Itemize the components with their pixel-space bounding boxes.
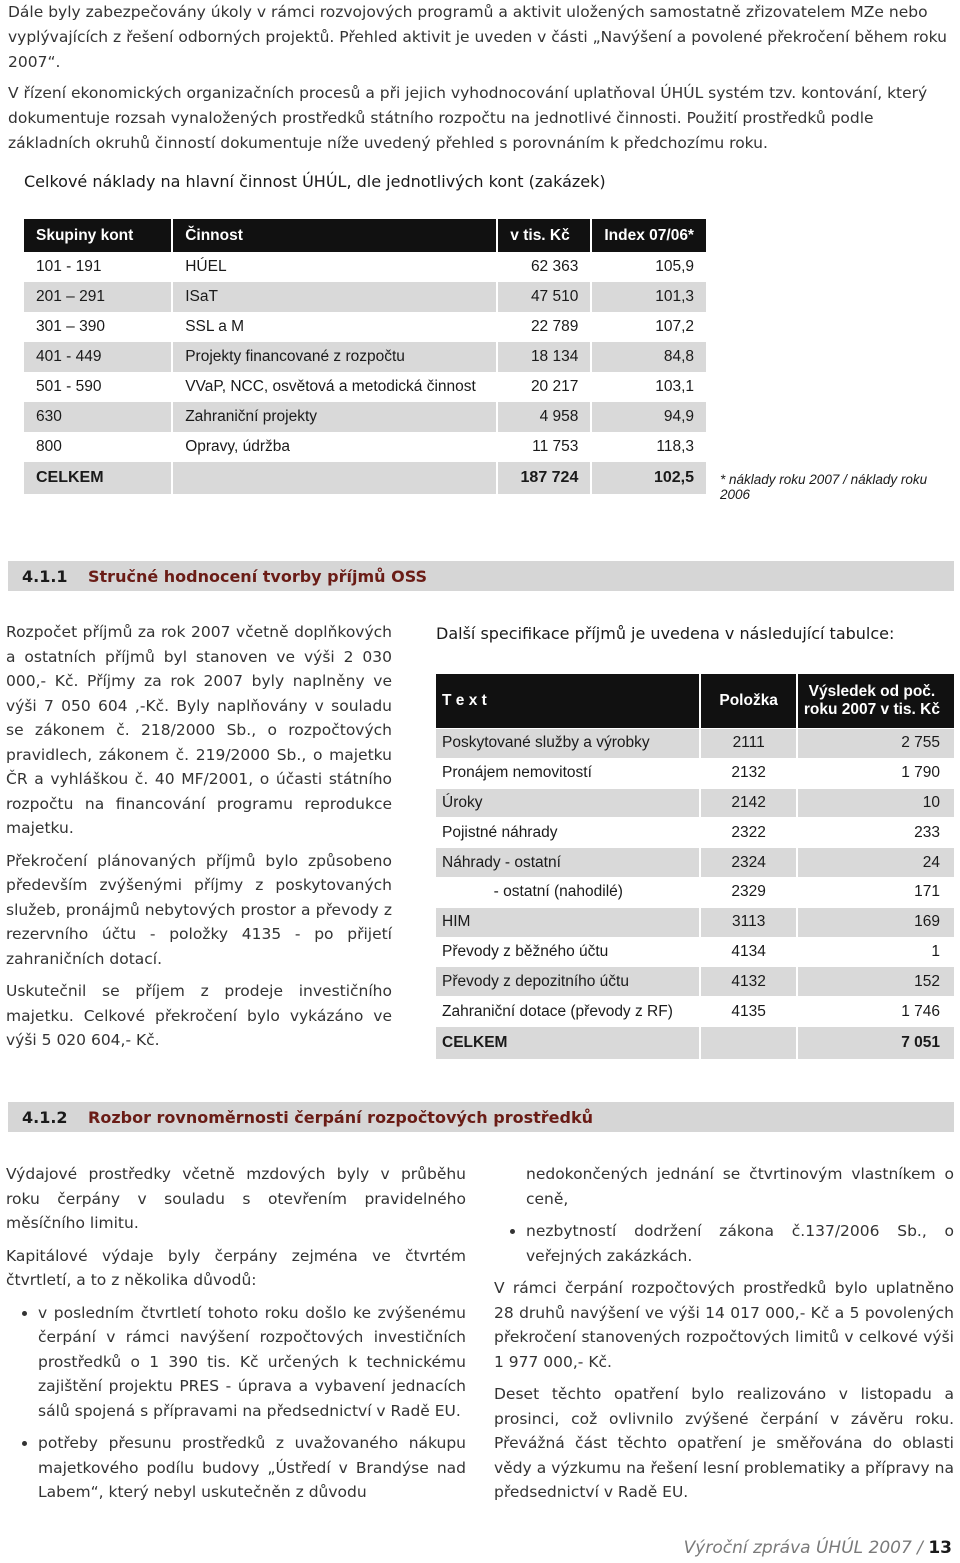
cell-amount: 20 217: [498, 372, 592, 402]
list-item: • nezbytností dodržení zákona č.137/2006 Sb., o veřejných zakázkách.: [526, 1219, 954, 1268]
cell-amount: 22 789: [498, 312, 592, 342]
cell-accounts: 630: [24, 402, 173, 432]
total-label: CELKEM: [436, 1027, 701, 1060]
column-header: Skupiny kont: [24, 219, 173, 252]
cell-item: 2142: [701, 789, 797, 819]
cell-result: 2 755: [798, 729, 954, 759]
bullet-list: [6, 1301, 466, 1505]
section-title: Stručné hodnocení tvorby příjmů OSS: [88, 566, 428, 586]
table2-heading: Další specifikace příjmů je uvedena v následující tabulce:: [436, 624, 895, 643]
table-total-row: [24, 462, 706, 494]
cell-activity: Zahraniční projekty: [173, 402, 498, 432]
cell-text: Zahraniční dotace (převody z RF): [436, 997, 701, 1027]
cell-activity: Projekty financované z rozpočtu: [173, 342, 498, 372]
section-number: 4.1.2: [22, 1107, 68, 1127]
column-header: Index 07/06*: [592, 219, 706, 252]
cell-item: 2111: [701, 729, 797, 759]
left-column-revenue: [6, 620, 392, 1061]
table-row: [436, 967, 954, 997]
table-row: [436, 878, 954, 908]
cell-text: Náhrady - ostatní: [436, 848, 701, 878]
table-row: [24, 372, 706, 402]
list-item: • v posledním čtvrtletí tohoto roku došlo ke zvýšenému čerpání v rámci navýšení rozpočtových investičních prostředků o 1 390 tis. Kč určených k technickému zajištění projektu PRES - úprava a vybavení jednacích sálů spojená s přípravami na předsednictví v Radě EU.: [38, 1301, 466, 1424]
section-header-4-1-1: [8, 561, 954, 591]
cell-amount: 11 753: [498, 432, 592, 462]
paragraph: Uskutečnil se příjem z prodeje investičního majetku. Celkové překročení bylo vykázáno ve výši 5 020 604,- Kč.: [6, 982, 392, 1049]
cell-accounts: 301 – 390: [24, 312, 173, 342]
table-row: [24, 402, 706, 432]
page-number: 13: [928, 1538, 952, 1558]
cell-index: 107,2: [655, 318, 694, 335]
cell-text: Převody z depozitního účtu: [436, 967, 701, 997]
table-row: [24, 252, 706, 282]
right-column-budget: [494, 1162, 954, 1513]
paragraph-continuation: nedokončených jednání se čtvrtinovým vlastníkem o ceně,: [526, 1165, 954, 1208]
page-footer: [684, 1538, 952, 1558]
column-header: v tis. Kč: [498, 219, 592, 252]
table-row: [436, 997, 954, 1027]
column-header-line-1: Výsledek od poč.: [808, 683, 936, 700]
cell-result: 1 790: [798, 759, 954, 789]
cell-result: 169: [798, 908, 954, 938]
table1-heading: Celkové náklady na hlavní činnost ÚHÚL, dle jednotlivých kont (zakázek): [24, 172, 606, 191]
column-header: Položka: [701, 674, 797, 729]
cell-text: Pojistné náhrady: [436, 818, 701, 848]
cell-text: Úroky: [436, 789, 701, 819]
cell-amount: 62 363: [498, 252, 592, 282]
table-row: [436, 729, 954, 759]
cell-item: 4134: [701, 938, 797, 968]
cell-item: 4132: [701, 967, 797, 997]
cell-activity: SSL a M: [173, 312, 498, 342]
cell-activity: HÚEL: [173, 252, 498, 282]
revenue-table: [436, 674, 954, 1060]
intro-paragraph-1: Dále byly zabezpečovány úkoly v rámci rozvojových programů a aktivit uložených samostatně zřizovatelem MZe nebo vyplývajících z řešení odborných projektů. Přehled aktivit je uveden v části „Navýšení a povolené překročení během roku 2007“.: [8, 3, 947, 71]
table-row: [436, 848, 954, 878]
cell-amount: 4 958: [498, 402, 592, 432]
cell-activity: VVaP, NCC, osvětová a metodická činnost: [173, 372, 498, 402]
cell-item: 4135: [701, 997, 797, 1027]
cell-index: 84,8: [592, 342, 706, 372]
paragraph: V rámci čerpání rozpočtových prostředků bylo uplatněno 28 druhů navýšení ve výši 14 017 000,- Kč a 5 povolených překročení stanovených rozpočtových limitů v celkové výši 1 977 000,- Kč.: [494, 1279, 954, 1371]
intro-paragraph-2: V řízení ekonomických organizačních procesů a při jejich vyhodnocování uplatňoval ÚHÚL systém tzv. kontování, který dokumentuje rozsah vynaložených prostředků státního rozpočtu na jednotlivé činnosti. Použití prostředků podle základních okruhů činností dokumentuje níže uvedený přehled s porovnáním k předchozímu roku.: [8, 84, 928, 152]
table-row: [436, 818, 954, 848]
paragraph: Překročení plánovaných příjmů bylo způsobeno především zvýšenými příjmy z poskytovaných služeb, pronájmů nebytových prostor a převody z rezervního účtu - položky 4135 - po přijetí zahraničních dotací.: [6, 851, 392, 968]
table-row: [24, 432, 706, 462]
cell-item: 2132: [701, 759, 797, 789]
cell-accounts: 800: [24, 432, 173, 462]
list-item: • potřeby přesunu prostředků z uvažovaného nákupu majetkového podílu budovy „Ústředí v Brandýse nad Labem“, který nebyl uskutečněn z důvodu: [38, 1431, 466, 1505]
column-header: T e x t: [436, 674, 701, 729]
table-row: [24, 282, 706, 312]
cell-result: 233: [798, 818, 954, 848]
cell-index: 101,3: [592, 282, 706, 312]
table-row: [436, 938, 954, 968]
cell-activity: Opravy, údržba: [173, 432, 498, 462]
total-label: CELKEM: [24, 462, 173, 494]
cell-index: 118,3: [656, 438, 694, 455]
table-total-row: [436, 1027, 954, 1060]
cell-result: 10: [798, 789, 954, 819]
cell-activity: ISaT: [173, 282, 498, 312]
cell-index: 94,9: [592, 402, 706, 432]
cell-result: 24: [798, 848, 954, 878]
cell-item: 3113: [701, 908, 797, 938]
table-row: [436, 759, 954, 789]
total-amount: 187 724: [498, 462, 592, 494]
left-column-budget: [6, 1162, 466, 1513]
total-empty: [173, 462, 498, 494]
cell-text: Poskytované služby a výrobky: [436, 729, 701, 759]
table-row: [436, 789, 954, 819]
cell-text: Pronájem nemovitostí: [436, 759, 701, 789]
column-header: Činnost: [173, 219, 498, 252]
intro-text: [8, 0, 954, 162]
table-row: [24, 342, 706, 372]
cell-index: 105,9: [655, 258, 694, 275]
column-header-line-2: roku 2007 v tis. Kč: [803, 701, 940, 718]
cell-accounts: 501 - 590: [24, 372, 173, 402]
cell-result: 1: [798, 938, 954, 968]
section-header-4-1-2: [8, 1102, 954, 1132]
cell-result: 171: [798, 878, 954, 908]
table-header-row: [436, 674, 954, 729]
cell-result: 1 746: [798, 997, 954, 1027]
cell-text: - ostatní (nahodilé): [436, 878, 701, 908]
cell-item: 2324: [701, 848, 797, 878]
total-index: 102,5: [592, 462, 706, 494]
costs-table: [24, 219, 706, 494]
table-row: [436, 908, 954, 938]
cell-amount: 18 134: [498, 342, 592, 372]
cell-result: 152: [798, 967, 954, 997]
table-header-row: [24, 219, 706, 252]
cell-accounts: 101 - 191: [24, 252, 173, 282]
total-result: 7 051: [798, 1027, 954, 1060]
paragraph: Kapitálové výdaje byly čerpány zejména ve čtvrtém čtvrtletí, a to z několika důvodů:: [6, 1246, 466, 1289]
cell-text: Převody z běžného účtu: [436, 938, 701, 968]
cell-accounts: 401 - 449: [24, 342, 173, 372]
footer-title: Výroční zpráva ÚHÚL 2007 /: [683, 1538, 929, 1558]
section-title: Rozbor rovnoměrnosti čerpání rozpočtových prostředků: [88, 1107, 593, 1127]
table1-footnote: * náklady roku 2007 / náklady roku 2006: [720, 472, 928, 502]
section-number: 4.1.1: [22, 566, 68, 586]
cell-amount: 47 510: [498, 282, 592, 312]
cell-accounts: 201 – 291: [24, 282, 173, 312]
paragraph: Rozpočet příjmů za rok 2007 včetně doplňkových a ostatních příjmů byl stanoven ve výši 2 030 000,- Kč. Příjmy za rok 2007 byly naplněny ve výši 7 050 604 ,-Kč. Byly naplňovány v souladu se zákonem č. 218/2000 Sb., o rozpočtových pravidlech, zákonem č. 219/2000 Sb., o majetku ČR a vyhláškou č. 40 MF/2001, o účasti státního rozpočtu na financování programu reprodukce majetku.: [6, 623, 392, 837]
total-empty: [701, 1027, 797, 1060]
paragraph: Výdajové prostředky včetně mzdových byly v průběhu roku čerpány v souladu s otevřením pravidelného měsíčního limitu.: [6, 1165, 466, 1232]
cell-index: 103,1: [655, 378, 694, 395]
bullet-list: [494, 1219, 954, 1268]
cell-item: 2322: [701, 818, 797, 848]
cell-text: HIM: [436, 908, 701, 938]
cell-item: 2329: [701, 878, 797, 908]
column-header: [798, 674, 954, 729]
table-row: [24, 312, 706, 342]
paragraph: Deset těchto opatření bylo realizováno v listopadu a prosinci, což ovlivnilo zvýšené čerpání v závěru roku. Převážná část těchto opatření je směřována do oblasti vědy a výzkumu na řešení lesní problematiky a přípravy na předsednictví v Radě EU.: [494, 1385, 954, 1501]
